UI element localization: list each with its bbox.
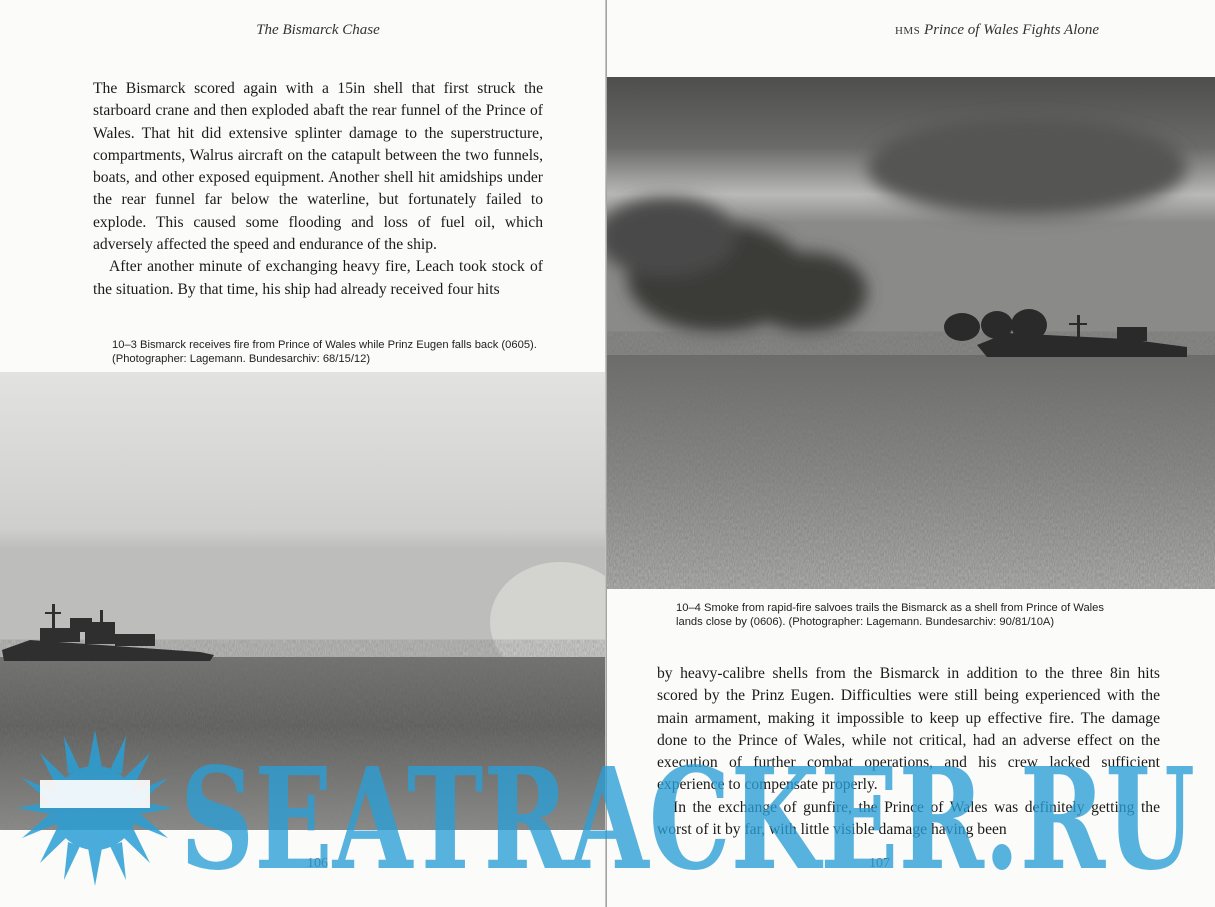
page-number-right: 107: [869, 856, 890, 871]
caption-number: 10–4: [676, 602, 701, 614]
figure-caption-10-3: [112, 338, 542, 366]
running-head-title: Prince of Wales Fights Alone: [924, 22, 1100, 38]
left-page: [0, 0, 606, 907]
paragraph-right-2: In the exchange of gunfire, the Prince of Wales was definitely getting the worst of it by far, with little visible damage having been: [657, 798, 1160, 839]
body-text-left: [93, 78, 543, 301]
running-head-left: The Bismarck Chase: [256, 22, 380, 38]
photo-bismarck-receives-fire: [0, 372, 606, 830]
caption-number: 10–3: [112, 339, 137, 351]
page-number-left: 106: [307, 856, 328, 871]
body-text-right: [657, 663, 1160, 841]
watermark-text: SEATRACKER.RU: [180, 738, 1195, 898]
paragraph-left-2: After another minute of exchanging heavy fire, Leach took stock of the situation. By that time, his ship had already received four hits: [93, 258, 543, 298]
figure-caption-10-4: [676, 601, 1116, 629]
paragraph-left-1: The Bismarck scored again with a 15in shell that first struck the starboard crane and then exploded abaft the rear funnel of the Prince of Wales. That hit did extensive splinter damage to the superstructure, compartments, Walrus aircraft on the catapult between the two funnels, boats, and other exposed equipment. Another shell hit amidships under the rear funnel far below the waterline, but fortunately failed to explode. This caused some flooding and loss of fuel oil, which adversely affected the speed and endurance of the ship.: [93, 80, 543, 254]
running-head-right: [607, 22, 1215, 39]
caption-text: Smoke from rapid-fire salvoes trails the Bismarck as a shell from Prince of Wales lands close by (0606). (Photographer: Lagemann. Bundesarchiv: 90/81/10A): [676, 602, 1104, 628]
photo-smoke-trails-bismarck: [607, 77, 1215, 589]
paragraph-right-1: by heavy-calibre shells from the Bismarck in addition to the three 8in hits scored by the Prinz Eugen. Difficulties were still being experienced with the main armament, making it impossible to keep up effective fire. The damage done to the Prince of Wales, while not critical, had an adverse effect on the execution of further combat operations, and his crew lacked sufficient experience to compensate properly.: [657, 665, 1160, 794]
running-head-prefix: HMS: [894, 25, 921, 37]
right-page: [607, 0, 1215, 907]
caption-text: Bismarck receives fire from Prince of Wales while Prinz Eugen falls back (0605). (Photographer: Lagemann. Bundesarchiv: 68/15/12): [112, 339, 537, 365]
